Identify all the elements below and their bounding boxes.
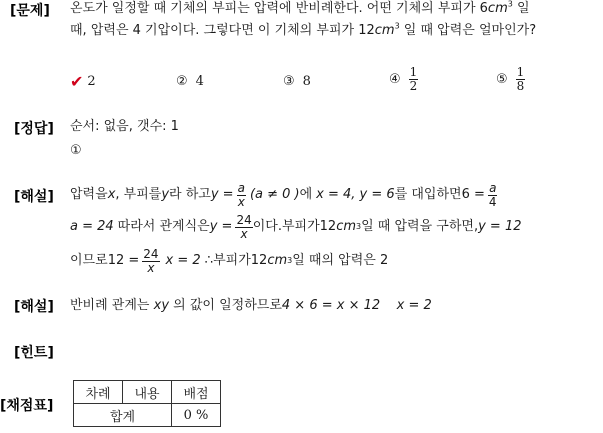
choice-value: 4 — [195, 74, 204, 89]
solution-text: 일 때 압력을 구하면, — [361, 219, 479, 234]
choice-1[interactable] — [70, 72, 96, 91]
problem-line-2 — [70, 23, 536, 39]
problem-text: 때, 압력은 4 기압이다. 그렇다면 이 기체의 부피가 — [70, 23, 359, 38]
denominator: 4 — [488, 194, 497, 209]
score-table — [73, 380, 221, 427]
denominator: x — [240, 226, 248, 241]
circled-five-icon: ⑤ — [496, 72, 508, 87]
equation: x = 4, y = 6 — [316, 187, 395, 202]
equation: a = 24 — [70, 219, 114, 234]
denominator: 2 — [409, 79, 418, 93]
unit: cm — [487, 1, 508, 16]
fraction — [237, 182, 246, 209]
numerator: a — [237, 180, 245, 195]
header-cell: 내용 — [123, 381, 172, 404]
circled-four-icon: ④ — [389, 72, 401, 87]
volume-value: 12 — [250, 253, 268, 268]
total-label: 합계 — [74, 404, 172, 427]
choice-5[interactable] — [496, 66, 525, 93]
equation: y = 12 — [478, 219, 522, 234]
problem-text: 온도가 일정할 때 기체의 부피는 압력에 반비례한다. 어떤 기체의 부피가 — [70, 1, 480, 16]
solution-text: 일 때의 압력은 2 — [292, 253, 389, 268]
circled-three-icon: ③ — [283, 74, 295, 89]
choice-value: 2 — [87, 74, 96, 89]
unit: cm — [374, 23, 395, 38]
header-cell: 배점 — [172, 381, 221, 404]
choice-3[interactable] — [283, 74, 311, 89]
hint-label: [힌트] — [14, 345, 54, 361]
solution-line-2: a = 24 따라서 관계식은 y = $\frac{24}{x}$ 이다.부피가 12 cm 3 일 때 압력을 구하면, y = 12 — [70, 212, 522, 241]
numerator: 24 — [143, 246, 159, 261]
solution-text: 이므로 — [70, 253, 108, 268]
equation: 4 × 6 = x × 12 x = 2 — [281, 298, 432, 313]
solution-line-1 — [70, 180, 498, 210]
problem-text: 일 — [512, 1, 530, 16]
denominator: x — [147, 260, 155, 275]
volume-value: 12 — [319, 219, 337, 234]
solution-text: 반비례 관계는 — [70, 298, 154, 313]
problem-label: [문제] — [10, 3, 50, 19]
solution-line-3: 이므로 12 = $\frac{24}{x}$ x = 2 ∴ 부피가 12 cm 3 일 때의 압력은 2 — [70, 246, 389, 275]
numerator: a — [489, 180, 497, 195]
header-cell: 차례 — [74, 381, 123, 404]
fraction — [235, 214, 252, 241]
choice-2[interactable] — [176, 74, 204, 89]
solution-label-2: [해설] — [14, 299, 54, 315]
solution-text: 라 하고 — [169, 187, 211, 202]
equation: 12 = — [107, 253, 140, 268]
checkmark-icon: ✔ — [70, 72, 84, 91]
variable: xy — [153, 298, 170, 313]
solution-text: , 부피를 — [115, 187, 162, 202]
denominator: 8 — [516, 79, 525, 93]
problem-text: 일 때 압력은 얼마인가? — [399, 23, 537, 38]
solution-text: 를 대입하면 — [394, 187, 462, 202]
choice-value: 8 — [302, 74, 311, 89]
solution-text: 압력을 — [70, 187, 108, 202]
table-row — [74, 381, 221, 404]
problem-line-1 — [70, 1, 530, 17]
fraction — [142, 248, 159, 275]
solution-text: 의 값이 일정하므로 — [169, 298, 282, 313]
numerator: 24 — [236, 212, 252, 227]
equation: 6 = — [461, 187, 485, 202]
choice-4[interactable] — [389, 66, 418, 93]
score-label: [채점표] — [0, 398, 54, 414]
solution-text: 에 — [299, 187, 313, 202]
equation: y = — [210, 187, 234, 202]
numerator: 1 — [516, 65, 525, 79]
variable: x — [107, 187, 116, 202]
volume-value: 12 — [358, 23, 375, 38]
solution-label: [해설] — [14, 189, 54, 205]
exponent: 3 — [394, 21, 400, 31]
exponent: 3 — [507, 0, 513, 9]
variable: y — [161, 187, 170, 202]
fraction — [409, 66, 419, 93]
fraction — [516, 66, 526, 93]
circled-two-icon: ② — [176, 74, 188, 89]
table-row — [74, 404, 221, 427]
condition: (a ≠ 0 ) — [249, 187, 300, 202]
answer-label: [정답] — [14, 121, 54, 137]
answer-circled-one: ① — [70, 143, 82, 158]
equation: y = — [209, 219, 233, 234]
solution2-line — [70, 298, 432, 314]
equation: x = 2 ∴ — [165, 253, 214, 268]
total-value: 0 % — [172, 404, 221, 427]
solution-text: 부피가 — [213, 253, 251, 268]
unit: cm — [336, 219, 357, 234]
unit: cm — [267, 253, 288, 268]
numerator: 1 — [409, 65, 418, 79]
volume-value: 6 — [479, 1, 488, 16]
answer-line: 순서: 없음, 갯수: 1 — [70, 119, 179, 134]
solution-text: 이다.부피가 — [252, 219, 320, 234]
solution-text: 따라서 관계식은 — [117, 219, 210, 234]
fraction — [488, 182, 498, 209]
denominator: x — [237, 194, 245, 209]
